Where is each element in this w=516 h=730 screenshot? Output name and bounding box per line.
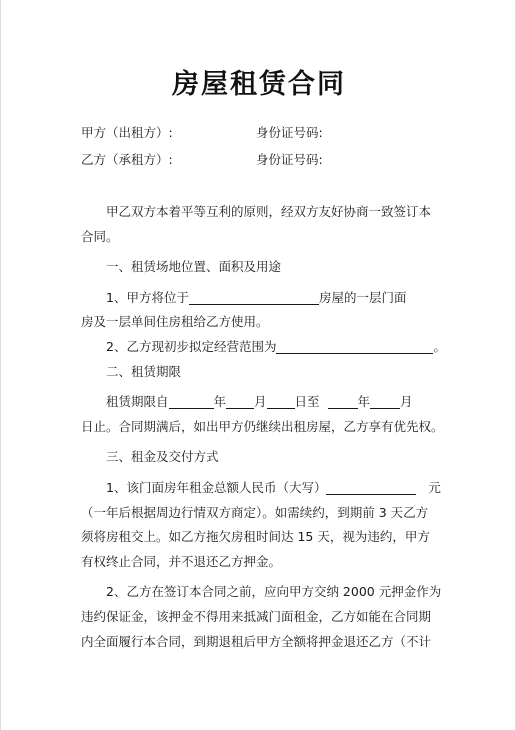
s1-item1-prefix: 1、甲方将位于	[106, 289, 189, 305]
section-3-item-1-l2: （一年后根据周边行情双方商定）。如需续约，到期前 3 天乙方	[81, 504, 429, 520]
day-to-label: 日至	[294, 394, 320, 410]
section-3-item-2-l3: 内全面履行本合同，到期退租后甲方全额将押金退还乙方（不计	[81, 633, 432, 649]
party-a-label: 甲方（出租方）:	[81, 125, 173, 140]
section-2-period-cont: 日止。合同期满后，如出甲方仍继续出租房屋，乙方享有优先权。	[81, 418, 444, 434]
contract-body	[81, 200, 446, 654]
section-1-item-1-cont: 房及一层单间住房租给乙方使用。	[81, 314, 269, 330]
s1-item1-suffix: 房屋的一层门面	[318, 289, 407, 305]
section-3-item-1-l3: 须将房租交上。如乙方拖欠房租时间达 15 天，视为违约，甲方	[81, 529, 430, 545]
section-3-item-2-l2: 违约保证金，该押金不得用来抵减门面租金，乙方如能在合同期	[81, 608, 432, 624]
section-3-heading: 三、租金及交付方式	[106, 449, 219, 465]
year-label-1: 年	[213, 394, 227, 410]
party-a-id-label: 身份证号码:	[256, 125, 323, 140]
start-year-blank[interactable]	[169, 394, 214, 409]
s3-item1-prefix: 1、该门面房年租金总额人民币（大写）	[106, 479, 327, 495]
s1-item2-prefix: 2、乙方现初步拟定经营范围为	[106, 338, 277, 354]
section-3-item-2-l1: 2、乙方在签订本合同之前，应向甲方交纳 2000 元押金作为	[106, 584, 442, 600]
section-2-heading: 二、租赁期限	[106, 363, 182, 379]
rent-amount-blank[interactable]	[326, 480, 416, 495]
period-prefix: 租赁期限自	[106, 394, 169, 410]
s1-item2-suffix: 。	[433, 338, 446, 354]
month-label-1: 月	[254, 394, 267, 410]
year-label-2: 年	[357, 394, 371, 410]
start-month-blank[interactable]	[226, 394, 254, 409]
end-month-blank[interactable]	[370, 394, 400, 409]
section-1-item-2	[81, 335, 446, 360]
section-1-heading: 一、租赁场地位置、面积及用途	[106, 259, 282, 275]
section-3-item-1	[81, 476, 443, 501]
business-scope-blank[interactable]	[276, 339, 433, 354]
page-title: 房屋租赁合同	[172, 69, 346, 100]
address-blank[interactable]	[189, 290, 319, 305]
section-2-period	[81, 390, 443, 415]
currency-unit: 元	[428, 479, 441, 495]
intro-line-2: 合同。	[81, 228, 119, 244]
party-b-id-label: 身份证号码:	[256, 152, 323, 167]
start-day-blank[interactable]	[267, 394, 295, 409]
intro-line-1: 甲乙双方本着平等互利的原则，经双方友好协商一致签订本	[106, 204, 432, 219]
section-3-item-1-l4: 有权终止合同，并不退还乙方押金。	[81, 553, 282, 569]
month-label-2: 月	[400, 394, 413, 410]
end-year-blank[interactable]	[328, 394, 358, 409]
party-b-label: 乙方（承租方）:	[81, 152, 173, 167]
section-1-item-1	[81, 286, 443, 311]
